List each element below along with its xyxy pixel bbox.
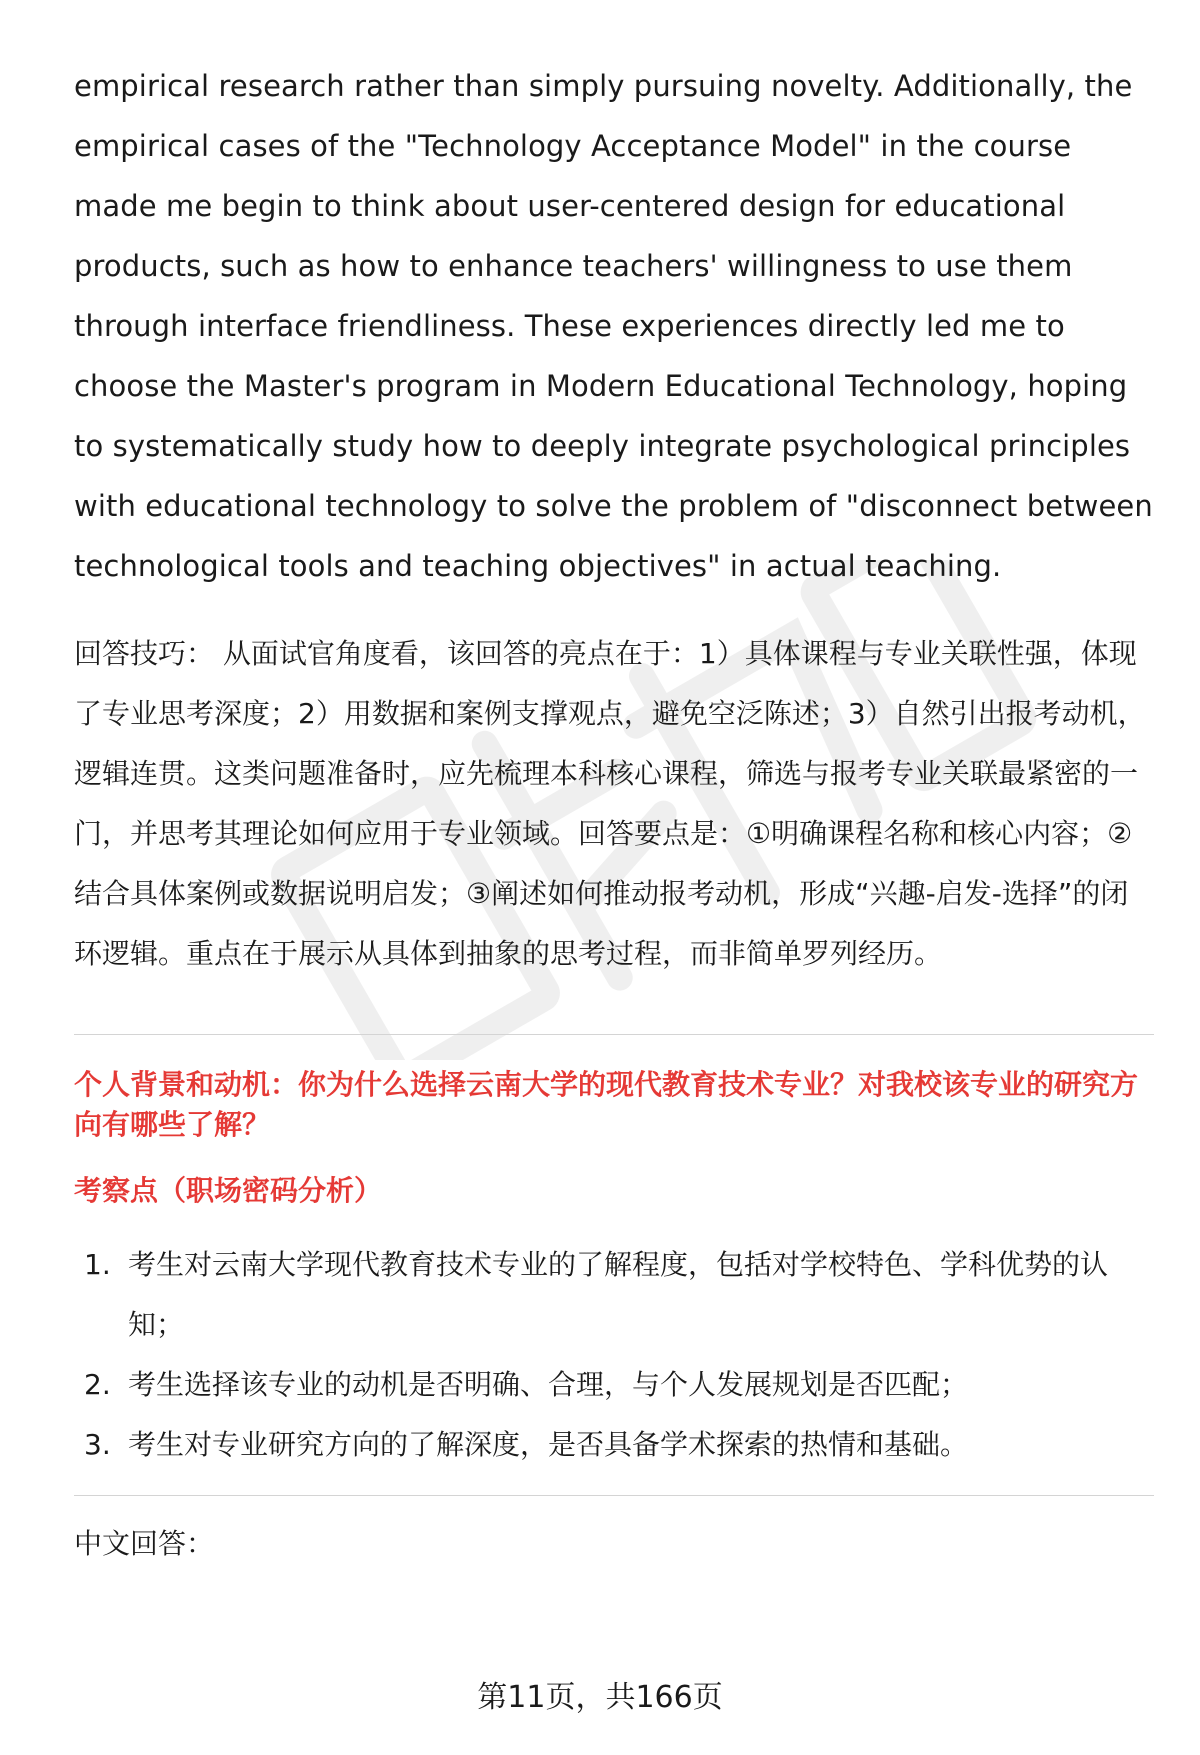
page-number-footer: 第11页，共166页	[477, 1680, 723, 1715]
assessment-heading: 考察点（职场密码分析）	[74, 1174, 383, 1207]
list-item-number: 1.	[84, 1248, 111, 1281]
document-body	[74, 56, 1154, 1564]
section-divider	[74, 1495, 1154, 1496]
list-item	[74, 1355, 1154, 1415]
list-item	[74, 1235, 1154, 1355]
body-paragraph: empirical research rather than simply pursuing novelty. Additionally, the empirical cases of the "Technology Acceptance Model" in the course made me begin to think about user-centered design for educational products, such as how to enhance teachers' willingness to use them through interface friendliness. These experiences directly led me to choose the Master's program in Modern Educational Technology, hoping to systematically study how to deeply integrate psychological principles with educational technology to solve the problem of "disconnect between technological tools and teaching objectives" in actual teaching.	[74, 69, 1153, 583]
list-item-text: 考生对云南大学现代教育技术专业的了解程度，包括对学校特色、学科优势的认知；	[128, 1248, 1109, 1341]
answer-label: 中文回答：	[74, 1527, 215, 1560]
answer-tips-paragraph: 回答技巧： 从面试官角度看，该回答的亮点在于：1）具体课程与专业关联性强，体现了专业思考深度；2）用数据和案例支撑观点，避免空泛陈述；3）自然引出报考动机，逻辑连贯。这类问题准备时，应先梳理本科核心课程，筛选与报考专业关联最紧密的一门，并思考其理论如何应用于专业领域。回答要点是：①明确课程名称和核心内容；②结合具体案例或数据说明启发；③阐述如何推动报考动机，形成“兴趣-启发-选择”的闭环逻辑。重点在于展示从具体到抽象的思考过程，而非简单罗列经历。	[74, 637, 1146, 970]
list-item-number: 3.	[84, 1428, 111, 1461]
question-title: 个人背景和动机：你为什么选择云南大学的现代教育技术专业？对我校该专业的研究方向有哪些了解？	[74, 1068, 1139, 1141]
list-item-number: 2.	[84, 1368, 111, 1401]
list-item	[74, 1415, 1154, 1475]
section-divider	[74, 1034, 1154, 1035]
assessment-points-list	[74, 1235, 1154, 1475]
list-item-text: 考生对专业研究方向的了解深度，是否具备学术探索的热情和基础。	[128, 1428, 969, 1461]
list-item-text: 考生选择该专业的动机是否明确、合理，与个人发展规划是否匹配；	[128, 1368, 969, 1401]
